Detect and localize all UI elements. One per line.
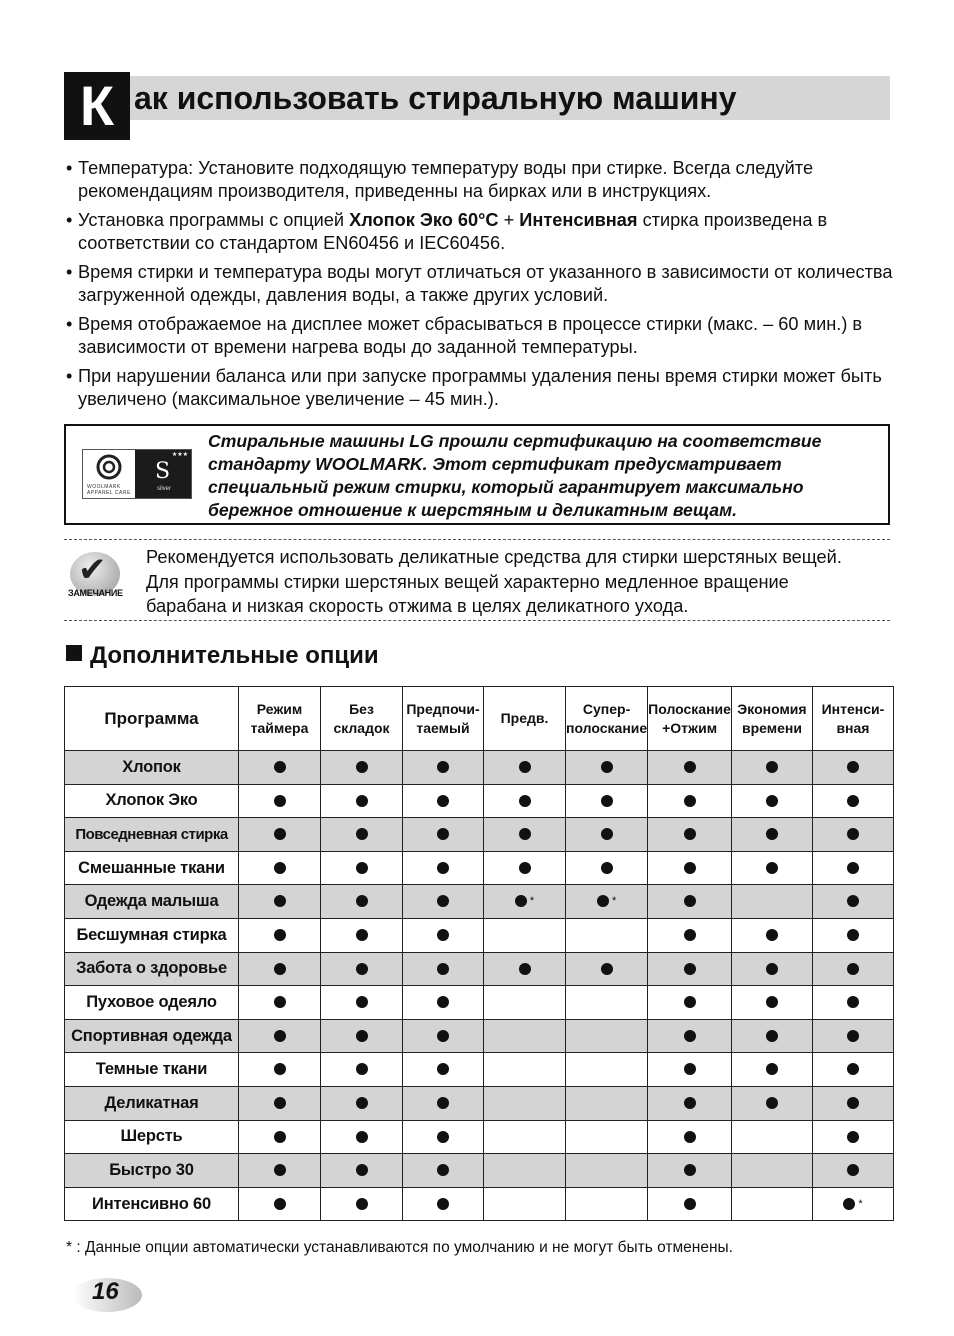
supported-dot-icon <box>437 1131 449 1143</box>
supported-dot-icon <box>519 761 531 773</box>
bullet-item: • Время стирки и температура воды могут отличаться от указанного в зависимости от количества загруженной одежды, давления воды, а также других условий. <box>66 262 893 305</box>
option-cell <box>403 818 484 852</box>
option-cell <box>403 1120 484 1154</box>
option-cell <box>648 1120 732 1154</box>
supported-dot-icon <box>601 862 613 874</box>
table-row <box>65 1154 894 1188</box>
column-header: Предв. <box>484 687 566 751</box>
supported-dot-icon <box>519 828 531 840</box>
supported-dot-icon <box>356 828 368 840</box>
bullet-item: • Установка программы с опцией Хлопок Эко 60°C + Интенсивная стирка произведена в соответствии со стандартом EN60456 и IEC60456. <box>66 210 828 253</box>
option-cell <box>321 751 403 785</box>
option-cell <box>403 986 484 1020</box>
section-heading: Дополнительные опции <box>66 642 379 670</box>
supported-dot-icon <box>356 862 368 874</box>
supported-dot-icon <box>597 895 609 907</box>
option-cell <box>648 885 732 919</box>
option-cell <box>648 1187 732 1221</box>
program-name: Быстро 30 <box>65 1154 239 1188</box>
option-cell <box>321 784 403 818</box>
option-cell <box>731 1187 812 1221</box>
option-cell <box>812 784 893 818</box>
supported-dot-icon <box>847 895 859 907</box>
program-name: Смешанные ткани <box>65 851 239 885</box>
supported-dot-icon <box>437 963 449 975</box>
supported-dot-icon <box>847 1030 859 1042</box>
option-cell <box>566 952 648 986</box>
supported-dot-icon <box>684 963 696 975</box>
note-label: ЗАМЕЧАНИЕ <box>68 588 123 598</box>
program-name: Темные ткани <box>65 1053 239 1087</box>
supported-dot-icon <box>356 963 368 975</box>
supported-dot-icon <box>437 1097 449 1109</box>
option-cell <box>239 885 321 919</box>
supported-dot-icon <box>847 795 859 807</box>
program-name: Спортивная одежда <box>65 1019 239 1053</box>
table-row <box>65 918 894 952</box>
program-name: Хлопок <box>65 751 239 785</box>
supported-dot-icon <box>684 1063 696 1075</box>
svg-text:S: S <box>155 459 171 484</box>
option-cell <box>321 818 403 852</box>
option-cell <box>239 1120 321 1154</box>
option-cell <box>566 1019 648 1053</box>
supported-dot-icon <box>847 963 859 975</box>
option-cell <box>566 986 648 1020</box>
option-cell <box>566 784 648 818</box>
supported-dot-icon <box>684 929 696 941</box>
supported-dot-icon <box>766 828 778 840</box>
options-table <box>64 686 894 1221</box>
supported-dot-icon <box>274 828 286 840</box>
option-cell <box>403 1053 484 1087</box>
supported-dot-icon <box>684 895 696 907</box>
supported-dot-icon <box>274 862 286 874</box>
supported-dot-icon <box>766 929 778 941</box>
supported-dot-icon <box>274 1131 286 1143</box>
supported-dot-icon <box>356 1164 368 1176</box>
default-asterisk: * <box>858 1197 863 1210</box>
option-cell <box>484 1187 566 1221</box>
program-name: Хлопок Эко <box>65 784 239 818</box>
option-cell <box>239 1053 321 1087</box>
supported-dot-icon <box>356 1131 368 1143</box>
supported-dot-icon <box>847 1131 859 1143</box>
note-divider-bottom <box>64 620 890 621</box>
table-row <box>65 952 894 986</box>
option-cell <box>403 784 484 818</box>
option-cell <box>484 986 566 1020</box>
option-cell <box>566 1086 648 1120</box>
program-name: Одежда малыша <box>65 885 239 919</box>
option-cell <box>648 851 732 885</box>
option-cell <box>812 952 893 986</box>
option-cell <box>812 1086 893 1120</box>
supported-dot-icon <box>356 1097 368 1109</box>
woolmark-symbol-icon <box>83 450 135 484</box>
supported-dot-icon <box>356 1063 368 1075</box>
supported-dot-icon <box>601 761 613 773</box>
supported-dot-icon <box>766 963 778 975</box>
column-header: Интенси- вная <box>812 687 893 751</box>
option-cell <box>731 1053 812 1087</box>
supported-dot-icon <box>356 1198 368 1210</box>
supported-dot-icon <box>356 929 368 941</box>
column-header: Супер- полоскание <box>566 687 648 751</box>
option-cell <box>648 918 732 952</box>
option-cell <box>566 1120 648 1154</box>
option-cell <box>731 986 812 1020</box>
option-cell <box>731 751 812 785</box>
option-cell <box>812 1053 893 1087</box>
note-icon <box>66 552 122 608</box>
option-cell <box>731 918 812 952</box>
option-cell <box>239 784 321 818</box>
table-row <box>65 784 894 818</box>
option-cell <box>484 1086 566 1120</box>
option-cell <box>566 885 648 919</box>
program-name: Забота о здоровье <box>65 952 239 986</box>
supported-dot-icon <box>274 761 286 773</box>
supported-dot-icon <box>274 1030 286 1042</box>
option-cell <box>648 1053 732 1087</box>
option-cell <box>321 1120 403 1154</box>
page-header <box>64 72 890 140</box>
supported-dot-icon <box>847 862 859 874</box>
option-cell <box>812 1120 893 1154</box>
supported-dot-icon <box>519 963 531 975</box>
option-cell <box>812 751 893 785</box>
program-name: Деликатная <box>65 1086 239 1120</box>
option-cell <box>321 918 403 952</box>
bullet-item: • Температура: Установите подходящую температуру воды при стирке. Всегда следуйте рекомендациям производителя, приведенны на бирках или в инструкциях. <box>66 158 814 201</box>
square-bullet-icon <box>66 645 82 661</box>
option-cell <box>403 885 484 919</box>
option-cell <box>321 851 403 885</box>
table-row <box>65 818 894 852</box>
option-cell <box>403 751 484 785</box>
supported-dot-icon <box>519 862 531 874</box>
woolmark-box <box>64 424 890 525</box>
woolmark-text: Стиральные машины LG прошли сертификацию на соответствие стандарту WOOLMARK. Этот сертификат предусматривает специальный режим стирки, который гарантирует максимально бережное отношение к шерстяным и деликатным вещам. <box>208 431 822 520</box>
option-cell <box>731 851 812 885</box>
page-title: ак использовать стиральную машину <box>134 80 737 116</box>
column-header: Без складок <box>321 687 403 751</box>
option-cell <box>812 1187 893 1221</box>
supported-dot-icon <box>356 895 368 907</box>
option-cell <box>484 1120 566 1154</box>
supported-dot-icon <box>847 828 859 840</box>
option-cell <box>566 918 648 952</box>
option-cell <box>812 1154 893 1188</box>
supported-dot-icon <box>843 1198 855 1210</box>
supported-dot-icon <box>274 795 286 807</box>
bullet-item: • При нарушении баланса или при запуске программы удаления пены время стирки может быть увеличено (максимальное увеличение – 45 мин.). <box>66 366 882 409</box>
table-row <box>65 885 894 919</box>
option-cell <box>403 918 484 952</box>
supported-dot-icon <box>601 828 613 840</box>
supported-dot-icon <box>519 795 531 807</box>
option-cell <box>566 818 648 852</box>
option-cell <box>403 1154 484 1188</box>
option-cell <box>648 986 732 1020</box>
supported-dot-icon <box>437 929 449 941</box>
option-cell <box>239 1154 321 1188</box>
woolmark-logo: WOOLMARK APPAREL CARE S ★★★ silver <box>82 449 192 499</box>
note-divider-top <box>64 539 890 540</box>
option-cell <box>239 851 321 885</box>
column-header: Режим таймера <box>239 687 321 751</box>
option-cell <box>321 885 403 919</box>
supported-dot-icon <box>437 1198 449 1210</box>
default-asterisk: * <box>529 895 535 908</box>
option-cell <box>812 818 893 852</box>
supported-dot-icon <box>766 761 778 773</box>
option-cell <box>403 1086 484 1120</box>
option-cell <box>812 851 893 885</box>
footnote: * : Данные опции автоматически устанавливаются по умолчанию и не могут быть отменены. <box>66 1239 733 1256</box>
supported-dot-icon <box>274 929 286 941</box>
supported-dot-icon <box>356 996 368 1008</box>
column-header-program: Программа <box>65 687 239 751</box>
option-cell <box>812 885 893 919</box>
supported-dot-icon <box>437 761 449 773</box>
program-name: Бесшумная стирка <box>65 918 239 952</box>
note-text: Рекомендуется использовать деликатные средства для стирки шерстяных вещей. Для программы стирки шерстяных вещей характерно медленное вращение барабана и низкая скорость отжима в целях деликатного ухода. <box>146 547 842 616</box>
option-cell <box>648 818 732 852</box>
option-cell <box>566 851 648 885</box>
option-cell <box>484 751 566 785</box>
supported-dot-icon <box>684 1097 696 1109</box>
table-row <box>65 1053 894 1087</box>
supported-dot-icon <box>684 1131 696 1143</box>
supported-dot-icon <box>847 1164 859 1176</box>
option-cell <box>648 1086 732 1120</box>
option-cell <box>484 818 566 852</box>
option-cell <box>812 986 893 1020</box>
column-header: Полоскание +Отжим <box>648 687 732 751</box>
option-cell <box>566 1154 648 1188</box>
option-cell <box>731 952 812 986</box>
option-cell <box>239 986 321 1020</box>
option-cell <box>484 952 566 986</box>
option-cell <box>484 851 566 885</box>
supported-dot-icon <box>274 1063 286 1075</box>
option-cell <box>321 1187 403 1221</box>
option-cell <box>321 1019 403 1053</box>
supported-dot-icon <box>684 862 696 874</box>
supported-dot-icon <box>437 895 449 907</box>
option-cell <box>403 952 484 986</box>
option-cell <box>566 1187 648 1221</box>
option-cell <box>484 784 566 818</box>
option-cell <box>731 1019 812 1053</box>
supported-dot-icon <box>847 1063 859 1075</box>
column-header: Предпочи- таемый <box>403 687 484 751</box>
option-cell <box>239 1187 321 1221</box>
supported-dot-icon <box>766 1030 778 1042</box>
option-cell <box>731 1120 812 1154</box>
supported-dot-icon <box>274 895 286 907</box>
supported-dot-icon <box>684 1164 696 1176</box>
program-name: Шерсть <box>65 1120 239 1154</box>
option-cell <box>648 1019 732 1053</box>
option-cell <box>239 751 321 785</box>
program-name: Повседневная стирка <box>65 818 239 852</box>
supported-dot-icon <box>274 1097 286 1109</box>
option-cell <box>321 952 403 986</box>
supported-dot-icon <box>437 828 449 840</box>
supported-dot-icon <box>274 1198 286 1210</box>
table-row <box>65 1187 894 1221</box>
option-cell <box>239 952 321 986</box>
option-cell <box>731 885 812 919</box>
supported-dot-icon <box>847 1097 859 1109</box>
supported-dot-icon <box>515 895 527 907</box>
title-initial: К <box>64 72 130 140</box>
table-row <box>65 851 894 885</box>
option-cell <box>239 918 321 952</box>
option-cell <box>484 1154 566 1188</box>
option-cell <box>403 1019 484 1053</box>
option-cell <box>731 1086 812 1120</box>
option-cell <box>321 1154 403 1188</box>
column-header: Экономия времени <box>731 687 812 751</box>
option-cell <box>731 1154 812 1188</box>
option-cell <box>239 818 321 852</box>
checkmark-icon: ✔ <box>78 551 107 589</box>
option-cell <box>648 751 732 785</box>
option-cell <box>648 784 732 818</box>
default-asterisk: * <box>611 895 617 908</box>
supported-dot-icon <box>684 828 696 840</box>
supported-dot-icon <box>274 1164 286 1176</box>
supported-dot-icon <box>847 996 859 1008</box>
supported-dot-icon <box>274 996 286 1008</box>
supported-dot-icon <box>766 1097 778 1109</box>
option-cell <box>403 851 484 885</box>
table-row <box>65 1120 894 1154</box>
supported-dot-icon <box>437 1030 449 1042</box>
table-body <box>65 751 894 1221</box>
option-cell <box>566 1053 648 1087</box>
option-cell <box>484 1019 566 1053</box>
option-cell <box>484 1053 566 1087</box>
option-cell <box>484 918 566 952</box>
supported-dot-icon <box>766 862 778 874</box>
supported-dot-icon <box>847 761 859 773</box>
option-cell <box>321 1053 403 1087</box>
option-cell <box>566 751 648 785</box>
supported-dot-icon <box>437 1164 449 1176</box>
table-row <box>65 1086 894 1120</box>
program-name: Интенсивно 60 <box>65 1187 239 1221</box>
option-cell <box>648 952 732 986</box>
supported-dot-icon <box>356 795 368 807</box>
supported-dot-icon <box>766 996 778 1008</box>
option-cell <box>321 986 403 1020</box>
supported-dot-icon <box>437 862 449 874</box>
supported-dot-icon <box>766 795 778 807</box>
supported-dot-icon <box>274 963 286 975</box>
option-cell <box>648 1154 732 1188</box>
bullet-list <box>66 157 896 417</box>
supported-dot-icon <box>684 996 696 1008</box>
supported-dot-icon <box>601 795 613 807</box>
supported-dot-icon <box>437 795 449 807</box>
option-cell <box>731 784 812 818</box>
bullet-item: • Время отображаемое на дисплее может сбрасываться в процессе стирки (макс. – 60 мин.) в зависимости от времени нагрева воды до заданной температуры. <box>66 314 863 357</box>
supported-dot-icon <box>684 1198 696 1210</box>
supported-dot-icon <box>356 1030 368 1042</box>
table-row <box>65 986 894 1020</box>
option-cell <box>484 885 566 919</box>
supported-dot-icon <box>684 795 696 807</box>
supported-dot-icon <box>437 1063 449 1075</box>
option-cell <box>239 1086 321 1120</box>
table-row <box>65 1019 894 1053</box>
table-header-row <box>65 687 894 751</box>
supported-dot-icon <box>766 1063 778 1075</box>
supported-dot-icon <box>684 761 696 773</box>
page-number: 16 <box>72 1274 142 1314</box>
supported-dot-icon <box>847 929 859 941</box>
option-cell <box>731 818 812 852</box>
program-name: Пуховое одеяло <box>65 986 239 1020</box>
table-row <box>65 751 894 785</box>
option-cell <box>239 1019 321 1053</box>
supported-dot-icon <box>684 1030 696 1042</box>
option-cell <box>321 1086 403 1120</box>
supported-dot-icon <box>601 963 613 975</box>
option-cell <box>812 1019 893 1053</box>
supported-dot-icon <box>437 996 449 1008</box>
option-cell <box>812 918 893 952</box>
option-cell <box>403 1187 484 1221</box>
supported-dot-icon <box>356 761 368 773</box>
